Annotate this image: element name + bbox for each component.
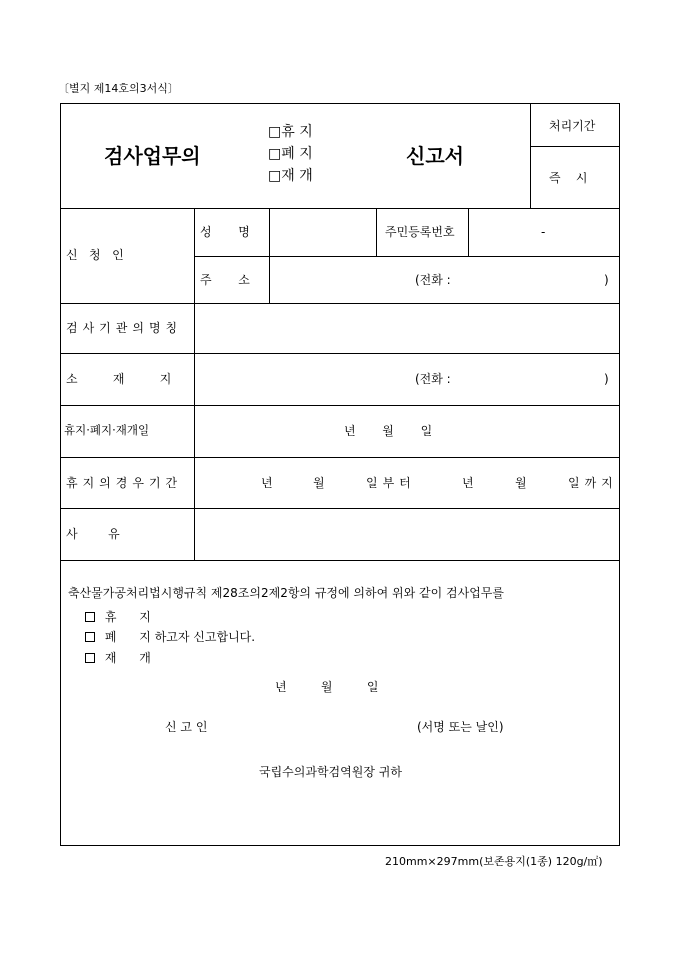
- checkbox-icon[interactable]: [85, 653, 95, 663]
- statement-option-suspend[interactable]: 휴 지: [85, 608, 151, 625]
- period-start-month: 월: [313, 476, 325, 490]
- processing-period-label: 처리기간: [549, 119, 596, 133]
- period-label: 휴지의경우기간: [66, 476, 183, 490]
- period-start-day: 일부터: [366, 476, 416, 490]
- name-field[interactable]: [271, 210, 374, 254]
- statement-option-close[interactable]: 폐 지 하고자 신고합니다.: [85, 628, 255, 645]
- reason-label: 사 유: [66, 527, 120, 541]
- statement-text: 축산물가공처리법시행규칙 제28조의2제2항의 규정에 의하여 위와 같이 검사업무를: [68, 586, 504, 600]
- form-label: 〔별지 제14호의3서식〕: [58, 82, 179, 95]
- agency-name-label: 검사기관의명칭: [66, 321, 183, 335]
- location-field[interactable]: [196, 355, 618, 403]
- location-label: 소 재 지: [66, 372, 176, 386]
- period-start-year: 년: [261, 476, 273, 490]
- title-left: 검사업무의: [104, 144, 201, 168]
- signature-label: (서명 또는 날인): [417, 720, 504, 734]
- recipient: 국립수의과학검역원장 귀하: [259, 765, 402, 779]
- statement-option-resume[interactable]: 재 개: [85, 649, 151, 666]
- checkbox-icon[interactable]: [85, 632, 95, 642]
- address-phone-close: ): [604, 273, 609, 287]
- option-resume[interactable]: □재 개: [268, 168, 313, 184]
- statement-date[interactable]: 년 월 일: [275, 680, 379, 694]
- address-label: 주 소: [200, 273, 250, 287]
- checkbox-icon[interactable]: [85, 612, 95, 622]
- location-phone-label: (전화 :: [415, 372, 451, 386]
- rrn-label: 주민등록번호: [385, 225, 455, 239]
- period-end-year: 년: [462, 476, 474, 490]
- reason-field[interactable]: [196, 510, 618, 558]
- processing-period-value: 즉 시: [549, 171, 588, 185]
- location-phone-close: ): [604, 372, 609, 386]
- name-label: 성 명: [200, 225, 250, 239]
- date-label: 휴지·폐지·재개일: [64, 423, 150, 437]
- option-close[interactable]: □폐 지: [268, 146, 313, 162]
- reporter-label: 신 고 인: [165, 720, 208, 734]
- footer-note: 210mm×297mm(보존용지(1종) 120g/㎡): [385, 855, 603, 868]
- address-phone-label: (전화 :: [415, 273, 451, 287]
- date-value[interactable]: 년 월 일: [344, 424, 433, 438]
- rrn-separator: -: [541, 225, 546, 239]
- period-end-day: 일까지: [568, 476, 618, 490]
- period-end-month: 월: [515, 476, 527, 490]
- agency-name-field[interactable]: [196, 305, 618, 351]
- applicant-label: 신 청 인: [66, 248, 124, 262]
- title-right: 신고서: [406, 144, 464, 168]
- option-suspend[interactable]: □휴 지: [268, 124, 313, 140]
